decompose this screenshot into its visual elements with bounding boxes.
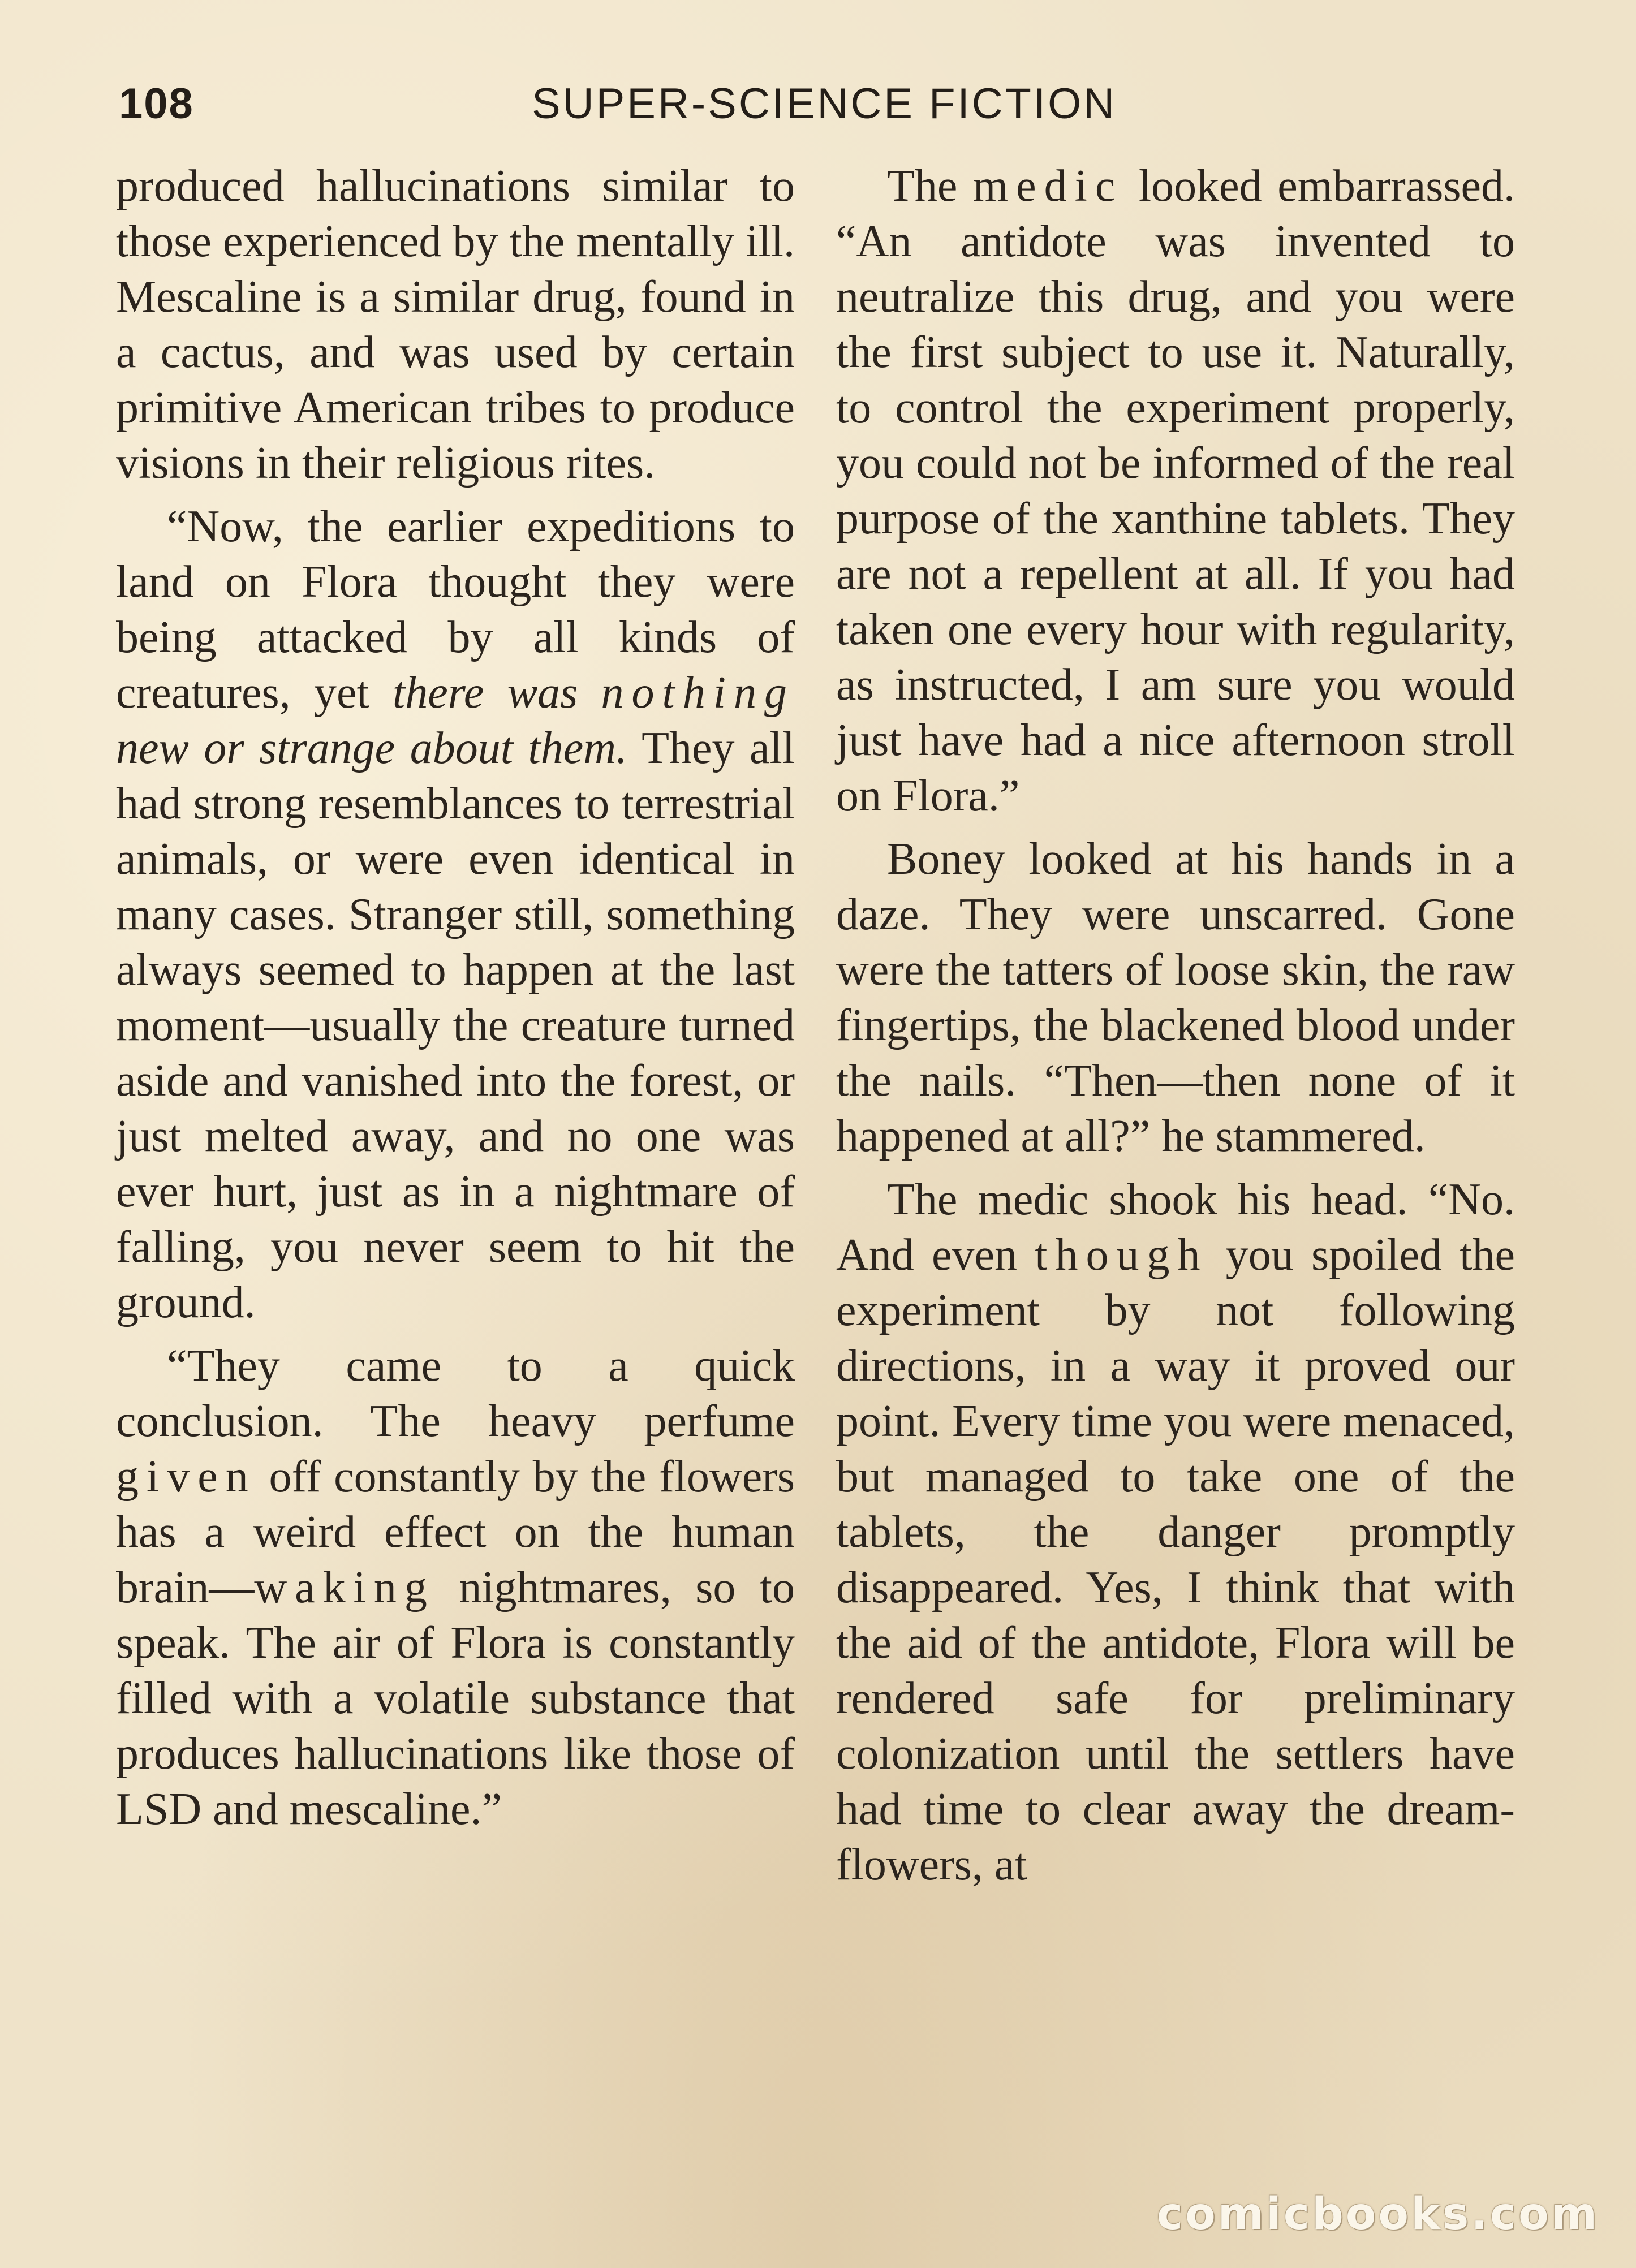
left-column: [116, 158, 795, 1845]
page-header: [113, 79, 1523, 141]
spaced-word: given: [116, 1452, 256, 1502]
italic-text-part: new or strange about them.: [116, 723, 627, 773]
running-head: SUPER-SCIENCE FICTION: [532, 80, 1117, 128]
paragraph-text: looked embarrassed. “An antidote was invented to neutralize this drug, and you were the first subject to use it. Naturally, to control the experiment properly, you could not be informed of the real purpose of the xanthine tablets. They are not a repellent at all. If you had taken one every hour with regularity, as instructed, I am sure you would just have had a nice afternoon stroll on Flora.”: [836, 161, 1516, 821]
paragraph: [116, 499, 795, 1330]
paragraph: [836, 1172, 1515, 1892]
paragraph-text: “They came to a quick conclusion. The heavy perfume: [116, 1341, 795, 1446]
paragraph-text: The: [887, 161, 973, 211]
right-column: [836, 158, 1515, 1900]
paragraph-text: nightmares, so to speak. The air of Flora is constantly filled with a volatile substance that produces hallucinations like those of LSD and mescaline.”: [116, 1563, 795, 1834]
spaced-word: medic: [972, 161, 1123, 211]
paragraph-text: “Now, the earlier expeditions to land on Flora thought they were being attacked by all kinds of creatures, yet: [116, 502, 795, 718]
page-number: 108: [119, 80, 194, 128]
paragraph-text: Boney looked at his hands in a daze. They were unscarred. Gone were the tatters of loose skin, the raw fingertips, the blackened blood under the nails. “Then—then none of it happened at all?” he stammered.: [836, 834, 1515, 1161]
paragraph: [116, 158, 795, 491]
spaced-italic-word: nothing: [601, 668, 795, 718]
spaced-word: waking: [254, 1563, 435, 1612]
paragraph: [116, 1338, 795, 1837]
paragraph-text: The medic shook his head. “No. And even: [836, 1175, 1515, 1280]
italic-text-part: there was: [393, 668, 601, 718]
site-watermark: comicbooks.com: [1156, 2189, 1599, 2240]
paragraph: [836, 831, 1515, 1164]
paragraph-text: you spoiled the experiment by not following directions, in a way it proved our point. Every time you were menaced, but managed to take one of the tablets, the danger promptly disappeared. Yes, I think that with the aid of the antidote, Flora will be rendered safe for preliminary colonization until the settlers have had time to clear away the dream-flowers, at: [836, 1230, 1515, 1890]
spaced-word: though: [1035, 1230, 1208, 1280]
paragraph-text: They all had strong resemblances to terrestrial animals, or were even identical in many cases. Stranger still, something always seemed to happen at the last moment—usually the creature turned aside and vanished into the forest, or just melted away, and no one was ever hurt, just as in a nightmare of falling, you never seem to hit the ground.: [116, 723, 795, 1327]
paragraph-text: produced hallucinations similar to those experienced by the mentally ill. Mescaline is a similar drug, found in a cactus, and was used by certain primitive American tribes to produce visions in their religious rites.: [116, 161, 795, 488]
paragraph-text: off constantly by the flowers has a weird effect on the human brain—: [116, 1452, 795, 1612]
paragraph: [836, 158, 1515, 823]
